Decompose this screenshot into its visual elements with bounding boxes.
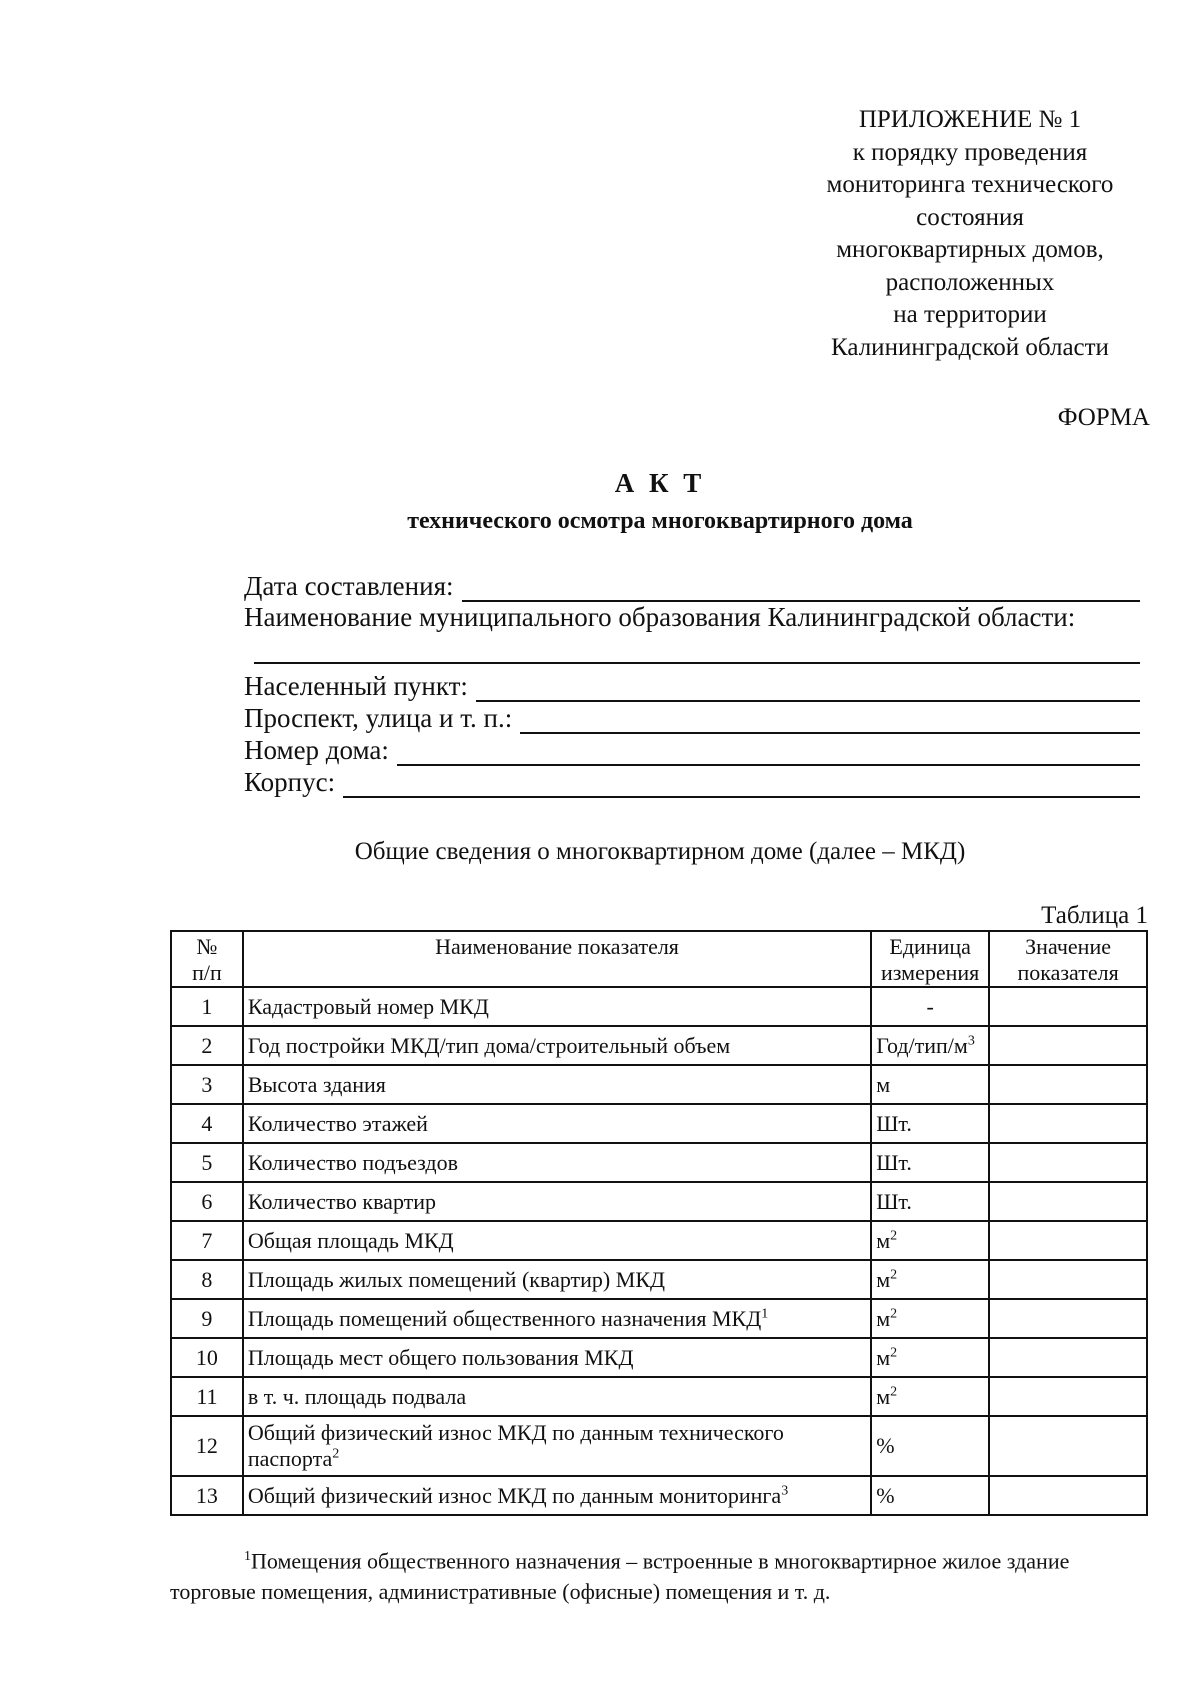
table-row xyxy=(171,1221,1147,1260)
row-unit xyxy=(871,1104,989,1143)
row-unit xyxy=(871,1377,989,1416)
table-row xyxy=(171,1416,1147,1476)
header-num-line2: п/п xyxy=(192,960,222,985)
unit-text: м xyxy=(876,1344,891,1370)
row-number: 12 xyxy=(171,1416,243,1476)
row-number: 2 xyxy=(171,1026,243,1065)
row-unit xyxy=(871,1338,989,1377)
header-value-line1: Значение xyxy=(1025,934,1111,959)
unit-text: м xyxy=(876,1266,891,1292)
footnote-ref: 1 xyxy=(761,1306,769,1322)
indicator-text: Общая площадь МКД xyxy=(247,1227,454,1253)
building-field xyxy=(244,764,1140,798)
unit-text: Шт. xyxy=(876,1188,912,1214)
municipality-label: Наименование муниципального образования Калининградской области: xyxy=(244,602,1076,632)
row-unit xyxy=(871,1065,989,1104)
row-value-cell[interactable] xyxy=(989,1221,1147,1260)
table-row xyxy=(171,1143,1147,1182)
appendix-line: ПРИЛОЖЕНИЕ № 1 xyxy=(858,106,1082,133)
unit-text: % xyxy=(876,1482,895,1508)
row-unit xyxy=(871,1476,989,1515)
indicator-text: Высота здания xyxy=(247,1071,386,1097)
general-info-table xyxy=(170,930,1148,1516)
row-indicator-name xyxy=(243,1221,871,1260)
table-row xyxy=(171,1377,1147,1416)
unit-exponent: 2 xyxy=(890,1228,898,1244)
indicator-text: Общий физический износ МКД по данным технического паспорта xyxy=(247,1420,784,1471)
row-indicator-name xyxy=(243,1416,871,1476)
form-label: ФОРМА xyxy=(1057,404,1150,431)
table-row xyxy=(171,1026,1147,1065)
row-unit xyxy=(871,1299,989,1338)
row-value-cell[interactable] xyxy=(989,1377,1147,1416)
house-number-input-line[interactable] xyxy=(397,738,1140,766)
table-row xyxy=(171,1476,1147,1515)
unit-text: - xyxy=(926,993,934,1019)
row-indicator-name xyxy=(243,1260,871,1299)
row-number: 4 xyxy=(171,1104,243,1143)
row-value-cell[interactable] xyxy=(989,1182,1147,1221)
row-unit xyxy=(871,1416,989,1476)
row-number: 5 xyxy=(171,1143,243,1182)
unit-exponent: 2 xyxy=(890,1384,898,1400)
indicator-text: Год постройки МКД/тип дома/строительный объем xyxy=(247,1032,731,1058)
footnote-ref: 3 xyxy=(781,1483,789,1499)
locality-field xyxy=(244,668,1140,702)
municipality-input-line[interactable] xyxy=(254,662,1140,664)
row-number: 11 xyxy=(171,1377,243,1416)
table-row xyxy=(171,1065,1147,1104)
footnote-line1 xyxy=(170,1541,1150,1576)
unit-exponent: 3 xyxy=(967,1033,975,1049)
house-number-label: Номер дома: xyxy=(244,735,389,765)
row-indicator-name xyxy=(243,1104,871,1143)
row-unit xyxy=(871,1182,989,1221)
unit-text: м xyxy=(876,1305,891,1331)
row-value-cell[interactable] xyxy=(989,1026,1147,1065)
row-indicator-name xyxy=(243,1026,871,1065)
row-number: 6 xyxy=(171,1182,243,1221)
indicator-text: Площадь жилых помещений (квартир) МКД xyxy=(247,1266,665,1292)
table-row xyxy=(171,1260,1147,1299)
header-name: Наименование показателя xyxy=(243,931,871,987)
row-value-cell[interactable] xyxy=(989,1338,1147,1377)
table-label: Таблица 1 xyxy=(1041,902,1148,929)
row-indicator-name xyxy=(243,1299,871,1338)
unit-text: Шт. xyxy=(876,1110,912,1136)
row-unit xyxy=(871,987,989,1026)
row-value-cell[interactable] xyxy=(989,1476,1147,1515)
table-header-row xyxy=(171,931,1147,987)
appendix-line: к порядку проведения xyxy=(852,138,1088,166)
header-unit-line1: Единица xyxy=(889,934,971,959)
indicator-text: Количество квартир xyxy=(247,1188,437,1214)
house-number-field xyxy=(244,732,1140,766)
table-row xyxy=(171,1182,1147,1221)
indicator-text: Площадь помещений общественного назначения МКД xyxy=(247,1305,762,1331)
row-value-cell[interactable] xyxy=(989,1299,1147,1338)
date-label: Дата составления: xyxy=(244,571,454,601)
row-value-cell[interactable] xyxy=(989,1143,1147,1182)
header-unit-line2: измерения xyxy=(881,960,980,985)
row-value-cell[interactable] xyxy=(989,1104,1147,1143)
locality-input-line[interactable] xyxy=(476,674,1140,702)
row-unit xyxy=(871,1221,989,1260)
row-unit xyxy=(871,1143,989,1182)
footnote-ref: 2 xyxy=(332,1446,340,1462)
footnote-line2: торговые помещения, административные (офисные) помещения и т. д. xyxy=(170,1579,831,1605)
row-indicator-name xyxy=(243,1377,871,1416)
header-num-line1: № xyxy=(196,934,218,959)
footnote-text1: Помещения общественного назначения – встроенные в многоквартирное жилое здание xyxy=(251,1548,1070,1574)
appendix-header xyxy=(790,104,1150,364)
appendix-line: Калининградской области xyxy=(831,333,1109,361)
row-number: 7 xyxy=(171,1221,243,1260)
header-value xyxy=(989,931,1147,987)
table-row xyxy=(171,987,1147,1026)
locality-label: Населенный пункт: xyxy=(244,671,468,701)
appendix-line: расположенных xyxy=(885,268,1055,296)
unit-text: % xyxy=(876,1433,895,1458)
street-label: Проспект, улица и т. п.: xyxy=(244,703,513,733)
table-row xyxy=(171,1338,1147,1377)
row-value-cell[interactable] xyxy=(989,987,1147,1026)
header-num xyxy=(171,931,243,987)
appendix-line: на территории xyxy=(893,301,1047,328)
row-value-cell[interactable] xyxy=(989,1416,1147,1476)
unit-text: Шт. xyxy=(876,1149,912,1175)
footnote-marker: 1 xyxy=(244,1549,251,1564)
street-field xyxy=(244,700,1140,734)
unit-text: м xyxy=(876,1383,891,1409)
appendix-line: состояния xyxy=(916,203,1024,231)
row-indicator-name xyxy=(243,1338,871,1377)
appendix-line: многоквартирных домов, xyxy=(836,236,1104,263)
document-subtitle: технического осмотра многоквартирного дома xyxy=(407,508,913,534)
table-row xyxy=(171,1299,1147,1338)
row-value-cell[interactable] xyxy=(989,1065,1147,1104)
row-indicator-name xyxy=(243,1476,871,1515)
indicator-text: Количество этажей xyxy=(247,1110,428,1136)
general-info-heading: Общие сведения о многоквартирном доме (далее – МКД) xyxy=(354,838,966,865)
indicator-text: Площадь мест общего пользования МКД xyxy=(247,1344,634,1370)
building-input-line[interactable] xyxy=(343,770,1140,798)
indicator-text: Общий физический износ МКД по данным мониторинга xyxy=(247,1482,782,1508)
indicator-text: Кадастровый номер МКД xyxy=(247,993,489,1019)
row-indicator-name xyxy=(243,1182,871,1221)
indicator-text: Количество подъездов xyxy=(247,1149,459,1175)
row-indicator-name xyxy=(243,987,871,1026)
row-number: 3 xyxy=(171,1065,243,1104)
row-number: 1 xyxy=(171,987,243,1026)
date-field xyxy=(244,568,1140,602)
building-label: Корпус: xyxy=(244,767,336,797)
unit-exponent: 2 xyxy=(890,1306,898,1322)
row-indicator-name xyxy=(243,1143,871,1182)
footnote xyxy=(170,1541,1150,1607)
header-unit xyxy=(871,931,989,987)
appendix-line: мониторинга технического xyxy=(826,171,1114,198)
street-input-line[interactable] xyxy=(520,706,1140,734)
document-title: А К Т xyxy=(614,468,706,498)
unit-text: м xyxy=(876,1071,891,1097)
table-body xyxy=(171,987,1147,1515)
unit-text: Год/тип/м xyxy=(876,1032,968,1058)
unit-text: м xyxy=(876,1227,891,1253)
row-number: 8 xyxy=(171,1260,243,1299)
date-input-line[interactable] xyxy=(462,574,1141,602)
row-number: 13 xyxy=(171,1476,243,1515)
indicator-text: в т. ч. площадь подвала xyxy=(247,1383,467,1409)
row-number: 9 xyxy=(171,1299,243,1338)
unit-exponent: 2 xyxy=(890,1345,898,1361)
row-unit xyxy=(871,1260,989,1299)
row-number: 10 xyxy=(171,1338,243,1377)
row-indicator-name xyxy=(243,1065,871,1104)
row-unit xyxy=(871,1026,989,1065)
header-value-line2: показателя xyxy=(1017,960,1119,985)
unit-exponent: 2 xyxy=(890,1267,898,1283)
row-value-cell[interactable] xyxy=(989,1260,1147,1299)
table-row xyxy=(171,1104,1147,1143)
